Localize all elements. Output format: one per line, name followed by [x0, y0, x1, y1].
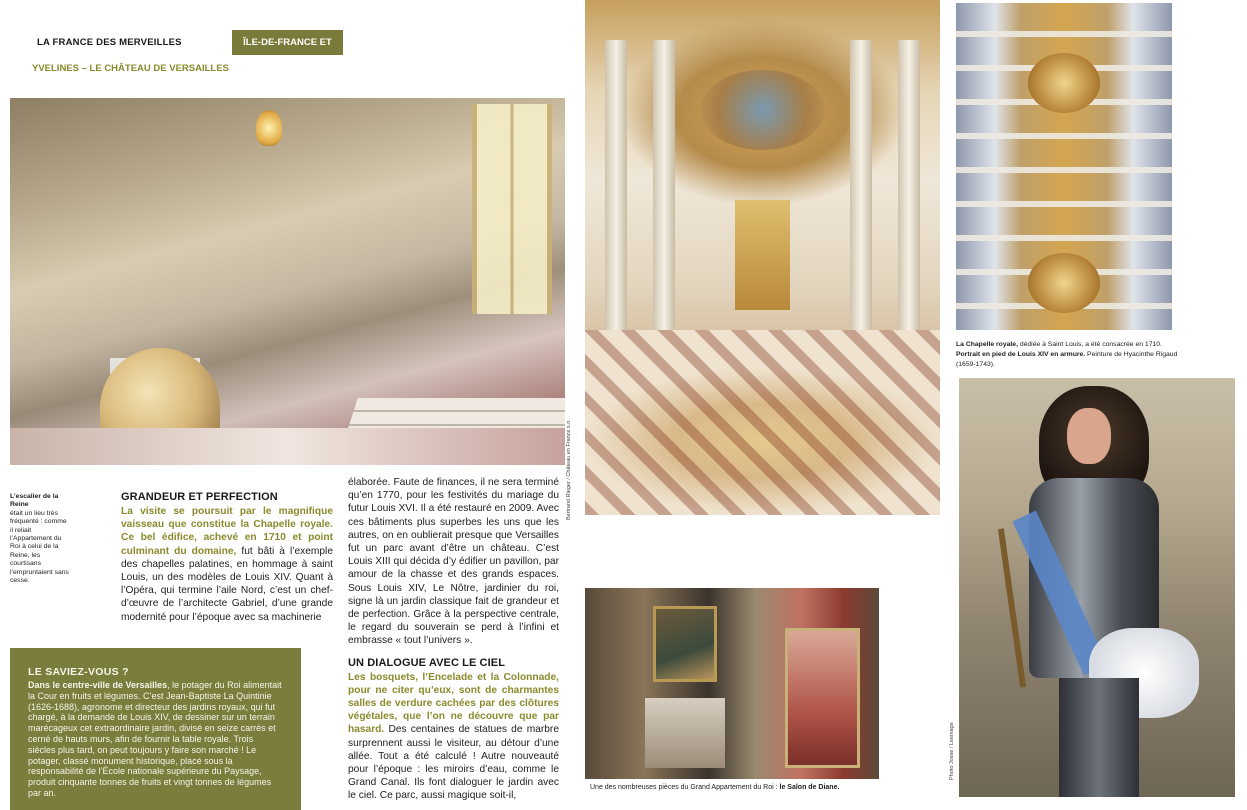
floor-shape — [10, 428, 565, 465]
box-bold: Dans le centre-ville de Versailles — [28, 680, 168, 690]
legs-shape — [1059, 678, 1139, 797]
photo-credit-louis: Photo Josse / Leemage — [949, 722, 955, 780]
diane-caption — [590, 783, 890, 792]
chapelle-ceiling-photo — [956, 3, 1172, 330]
section-heading: GRANDEUR ET PERFECTION — [121, 491, 278, 503]
box-body: , le potager du Roi alimentait la Cour en fruits et légumes. C’est Jean-Baptiste La Quintinie (1626-1688), agronome et directeur des jardins royaux, qui fut chargé, à la demande de Louis XIV, de dessiner sur un terrain marécageux cet extraordinaire jardin, divisé en seize carrés et cerné de hauts murs, afin de fournir la table royale. Trois siècles plus tard, on peut toujours y faire son marché ! Le potager, classé monument historique, placé sous la responsabilité de l’École nationale supérieure du Paysage, produit cinquante tonnes de fruits et vingt tonnes de légumes par an. — [28, 680, 282, 798]
caption-bold: le Salon de Diane. — [779, 784, 840, 791]
body-text: fut bâti à l’exemple des chapelles palatines, en hommage à saint Louis, un des modèles de Louis XIV. Quant à l’Opéra, qui termine l’aile Nord, c’est un chef-d’œuvre de l’architecte Gabriel, d’une grande modernité pour l’époque avec sa machinerie — [121, 545, 333, 623]
caption-bold: La Chapelle royale, — [956, 341, 1018, 348]
salon-de-diane-photo — [585, 588, 879, 779]
lead-text: La visite se poursuit par le magnifique vaisseau que constitue la Chapelle royale. Ce bel édifice, achevé en 1710 et point culminant du domaine, — [121, 506, 333, 557]
vault-painting-shape — [700, 70, 825, 150]
body-text: Des centaines de statues de marbre surprennent aussi le visiteur, au détour d’une allée. Tout a été calculé ! Autre nouveauté pour l’époque : les miroirs d’eau, comme le Grand Canal. Ils font dialoguer le jardin avec le ciel. Ce parc, aussi magique soit-il, — [348, 724, 559, 802]
window-shape — [472, 104, 552, 314]
marble-floor-shape — [585, 330, 940, 515]
box-text — [28, 680, 283, 799]
caption-text: était un lieu très fréquenté : comme il reliait l’Appartement du Roi à celui de la Reine, les courtisans l’empruntaient sans cesse. — [10, 509, 69, 585]
altar-shape — [735, 200, 790, 310]
photo-credit-escalier: Bertrand Rieger / Château en France s.n. — [566, 419, 572, 520]
article-column-1 — [121, 491, 333, 624]
article-column-2 — [348, 476, 559, 803]
louis-xiv-portrait — [959, 378, 1235, 797]
chapelle-caption — [956, 340, 1186, 370]
column-shape — [898, 40, 920, 340]
paragraph — [121, 505, 333, 624]
caption-text: dédiée à Saint Louis, a été consacrée en 1710. — [1017, 341, 1162, 348]
column-shape — [605, 40, 627, 340]
magazine-section-title: LA FRANCE DES MERVEILLES — [37, 37, 182, 48]
caption-text: Une des nombreuses pièces du Grand Appartement du Roi : — [590, 784, 780, 791]
escalier-photo — [10, 98, 565, 465]
did-you-know-box — [10, 648, 301, 810]
fireplace-shape — [645, 698, 725, 768]
face-shape — [1067, 408, 1111, 464]
caption-bold: Portrait en pied de Louis XIV en armure. — [956, 351, 1086, 358]
caption-bold: L’escalier de la Reine — [10, 493, 59, 509]
box-title: LE SAVIEZ-VOUS ? — [28, 666, 129, 678]
painting-shape — [653, 606, 717, 682]
lead-text: Les bosquets, l’Encelade et la Colonnade, pour ne citer qu’eux, sont de charmantes salles de verdure cachées par des clôtures végétales, que l’on ne découvre que par hasard. — [348, 671, 559, 736]
paragraph — [348, 671, 559, 803]
ceiling-oval-shape — [1028, 53, 1100, 113]
caption-text: Peinture de Hyacinthe Rigaud (1659-1743). — [956, 351, 1178, 368]
staff-shape — [998, 528, 1026, 687]
column-shape — [850, 40, 872, 340]
ceiling-oval-shape — [1028, 253, 1100, 313]
escalier-caption — [10, 493, 70, 585]
paragraph: élaborée. Faute de finances, il ne sera terminé qu’en 1770, pour les festivités du mariage du futur Louis XVI. Il a été restauré en 2009. Avec ces bâtiments plus superbes les uns que les autres, on en oublierait presque que Versailles fut un parc avant d’être un château. C’est Louis XIII qui décida d’y édifier un pavillon, par amour de la chasse et des grands espaces. Sous Louis XIV, Le Nôtre, jardinier du roi, signe là un jardin classique fait de grandeur et de perfection. Grâce à la perspective centrale, le regard du souverain se perd à l’infini et embrasse « tout l’univers ». — [348, 477, 559, 647]
chapelle-photo — [585, 0, 940, 515]
column-shape — [653, 40, 675, 340]
lantern-shape — [256, 110, 282, 146]
article-subtitle: YVELINES – LE CHÂTEAU DE VERSAILLES — [32, 63, 229, 74]
doorway-shape — [785, 628, 860, 768]
region-tag: ÎLE-DE-FRANCE ET CENTRE — [232, 30, 343, 55]
section-heading: UN DIALOGUE AVEC LE CIEL — [348, 656, 506, 669]
